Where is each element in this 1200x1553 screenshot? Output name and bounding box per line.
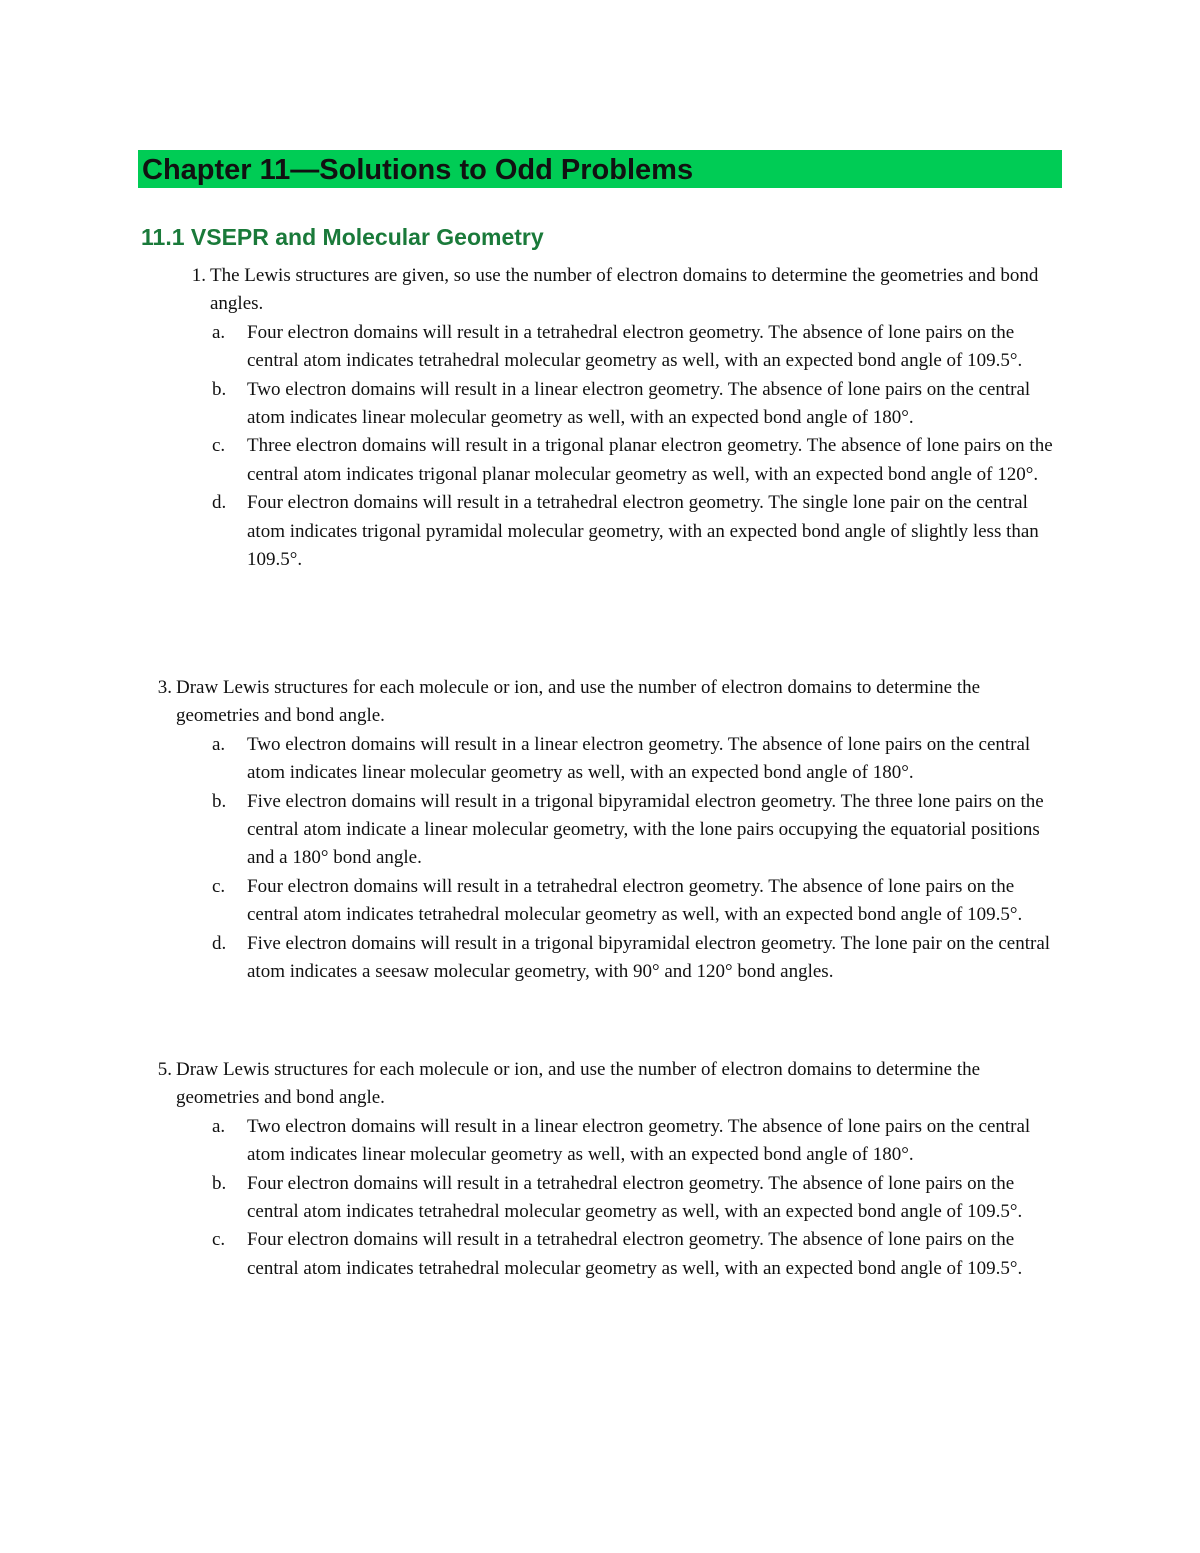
part-text: Two electron domains will result in a linear electron geometry. The absence of lone pairs on the central atom indicates linear molecular geometry as well, with an expected bond angle of 180°. — [247, 1115, 1031, 1166]
part-text: Five electron domains will result in a trigonal bipyramidal electron geometry. The three lone pairs on the central atom indicate a linear molecular geometry, with the lone pairs occupying the equatorial positions and a 180° bond angle. — [247, 790, 1044, 869]
part-text: Two electron domains will result in a linear electron geometry. The absence of lone pairs on the central atom indicates linear molecular geometry as well, with an expected bond angle of 180°. — [247, 378, 1031, 429]
problem-parts — [176, 1113, 1062, 1283]
problem-text: Draw Lewis structures for each molecule or ion, and use the number of electron domains to determine the geometries and bond angle. — [176, 1059, 981, 1109]
problem-part-d — [176, 930, 1062, 987]
part-text: Four electron domains will result in a tetrahedral electron geometry. The single lone pair on the central atom indicates trigonal pyramidal molecular geometry, with an expected bond angle of slightly less than 109.5°. — [247, 492, 1039, 571]
section-title: 11.1 VSEPR and Molecular Geometry — [141, 224, 544, 250]
problem-part-c — [176, 873, 1062, 930]
problem-text: Draw Lewis structures for each molecule or ion, and use the number of electron domains to determine the geometries and bond angle. — [176, 677, 981, 727]
problem-parts — [176, 731, 1062, 987]
part-letter: a. — [212, 733, 226, 755]
problem-part-b — [176, 1170, 1062, 1227]
problem-part-a — [176, 1113, 1062, 1170]
problem-parts — [210, 319, 1060, 575]
part-text: Four electron domains will result in a tetrahedral electron geometry. The absence of lone pairs on the central atom indicates tetrahedral molecular geometry as well, with an expected bond angle of 109.5°. — [247, 1172, 1023, 1223]
part-letter: c. — [212, 875, 226, 897]
part-text: Four electron domains will result in a tetrahedral electron geometry. The absence of lone pairs on the central atom indicates tetrahedral molecular geometry as well, with an expected bond angle of 109.5°. — [247, 875, 1023, 926]
problem-part-a — [210, 319, 1060, 376]
problem-number: 1. — [191, 265, 206, 286]
problem-part-c — [176, 1226, 1062, 1283]
part-letter: a. — [212, 321, 226, 343]
part-text: Four electron domains will result in a tetrahedral electron geometry. The absence of lone pairs on the central atom indicates tetrahedral molecular geometry as well, with an expected bond angle of 109.5°. — [247, 1229, 1023, 1279]
problem-part-a — [176, 731, 1062, 788]
part-text: Five electron domains will result in a trigonal bipyramidal electron geometry. The lone pair on the central atom indicates a seesaw molecular geometry, with 90° and 120° bond angles. — [247, 932, 1051, 983]
part-text: Four electron domains will result in a tetrahedral electron geometry. The absence of lone pairs on the central atom indicates tetrahedral molecular geometry as well, with an expected bond angle of 109.5°. — [247, 321, 1023, 372]
part-letter: d. — [212, 492, 227, 514]
part-text: Three electron domains will result in a trigonal planar electron geometry. The absence of lone pairs on the central atom indicates trigonal planar molecular geometry as well, with an expected bond angle of 120°. — [247, 435, 1053, 485]
problem-part-c — [210, 432, 1060, 489]
part-letter: b. — [212, 790, 227, 812]
chapter-header-bar — [138, 150, 1062, 188]
problem-number: 5. — [157, 1059, 172, 1080]
problem-1 — [191, 262, 1060, 574]
part-letter: a. — [212, 1115, 226, 1137]
problem-part-b — [210, 376, 1060, 433]
part-letter: c. — [212, 1229, 226, 1251]
part-text: Two electron domains will result in a linear electron geometry. The absence of lone pairs on the central atom indicates linear molecular geometry as well, with an expected bond angle of 180°. — [247, 733, 1031, 784]
part-letter: c. — [212, 435, 226, 457]
problem-part-b — [176, 788, 1062, 873]
part-letter: b. — [212, 378, 227, 400]
part-letter: d. — [212, 932, 227, 954]
chapter-title: Chapter 11—Solutions to Odd Problems — [142, 154, 694, 186]
part-letter: b. — [212, 1172, 227, 1194]
problem-text: The Lewis structures are given, so use the number of electron domains to determine the geometries and bond angles. — [210, 265, 1039, 315]
problem-part-d — [210, 489, 1060, 574]
problem-number: 3. — [157, 677, 172, 698]
problem-5 — [157, 1056, 1062, 1283]
problem-3 — [157, 674, 1062, 986]
